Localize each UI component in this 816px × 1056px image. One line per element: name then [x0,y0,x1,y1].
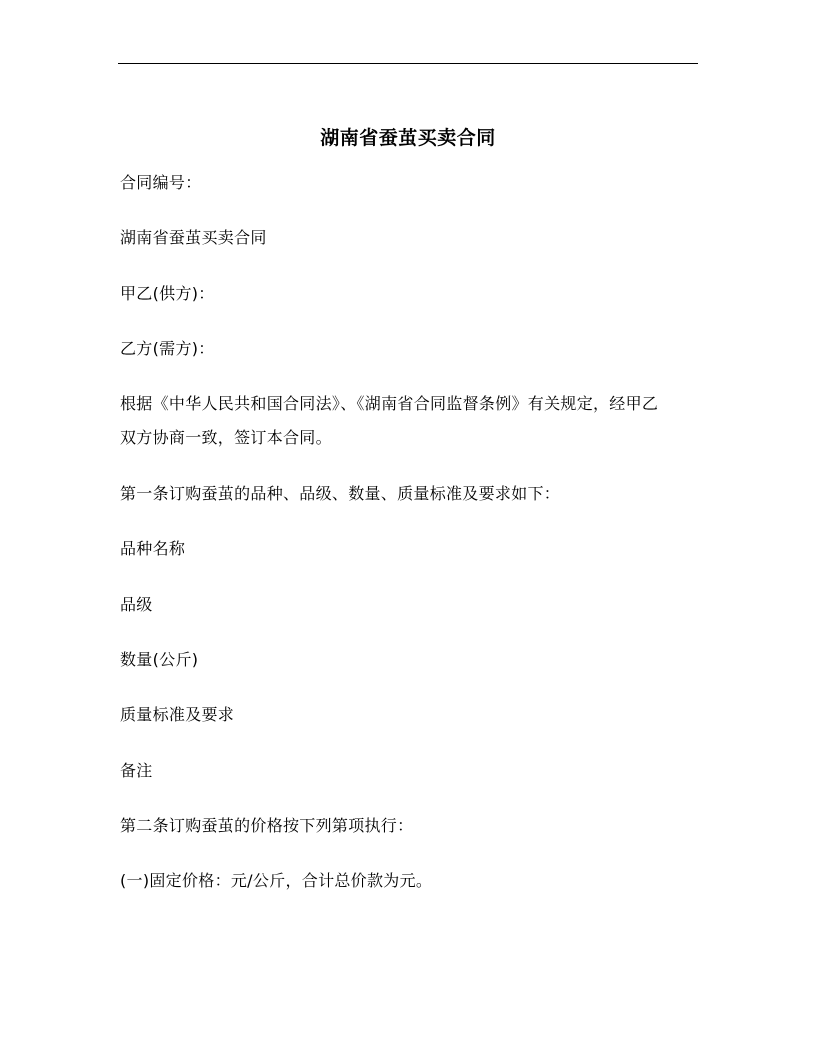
header-rule [118,63,698,64]
article-two: 第二条订购蚕茧的价格按下列第项执行： [120,816,414,835]
article-one: 第一条订购蚕茧的品种、品级、数量、质量标准及要求如下： [120,484,561,503]
party-b-line: 乙方(需方)： [120,339,215,358]
contract-name-line: 湖南省蚕茧买卖合同 [120,228,267,247]
document-title: 湖南省蚕茧买卖合同 [320,127,496,149]
grade-label: 品级 [120,595,153,614]
variety-name-label: 品种名称 [120,539,186,558]
remarks-label: 备注 [120,761,153,780]
preamble-paragraph: 根据《中华人民共和国合同法》、《湖南省合同监督条例》有关规定，经甲乙双方协商一致，签订本合同。 [120,394,659,447]
quality-standard-label: 质量标准及要求 [120,705,235,724]
fixed-price-clause: (一)固定价格：元/公斤，合计总价款为元。 [120,871,433,890]
contract-number-line: 合同编号： [120,173,202,192]
party-a-line: 甲乙(供方)： [120,284,215,303]
quantity-label: 数量(公斤) [120,650,199,669]
